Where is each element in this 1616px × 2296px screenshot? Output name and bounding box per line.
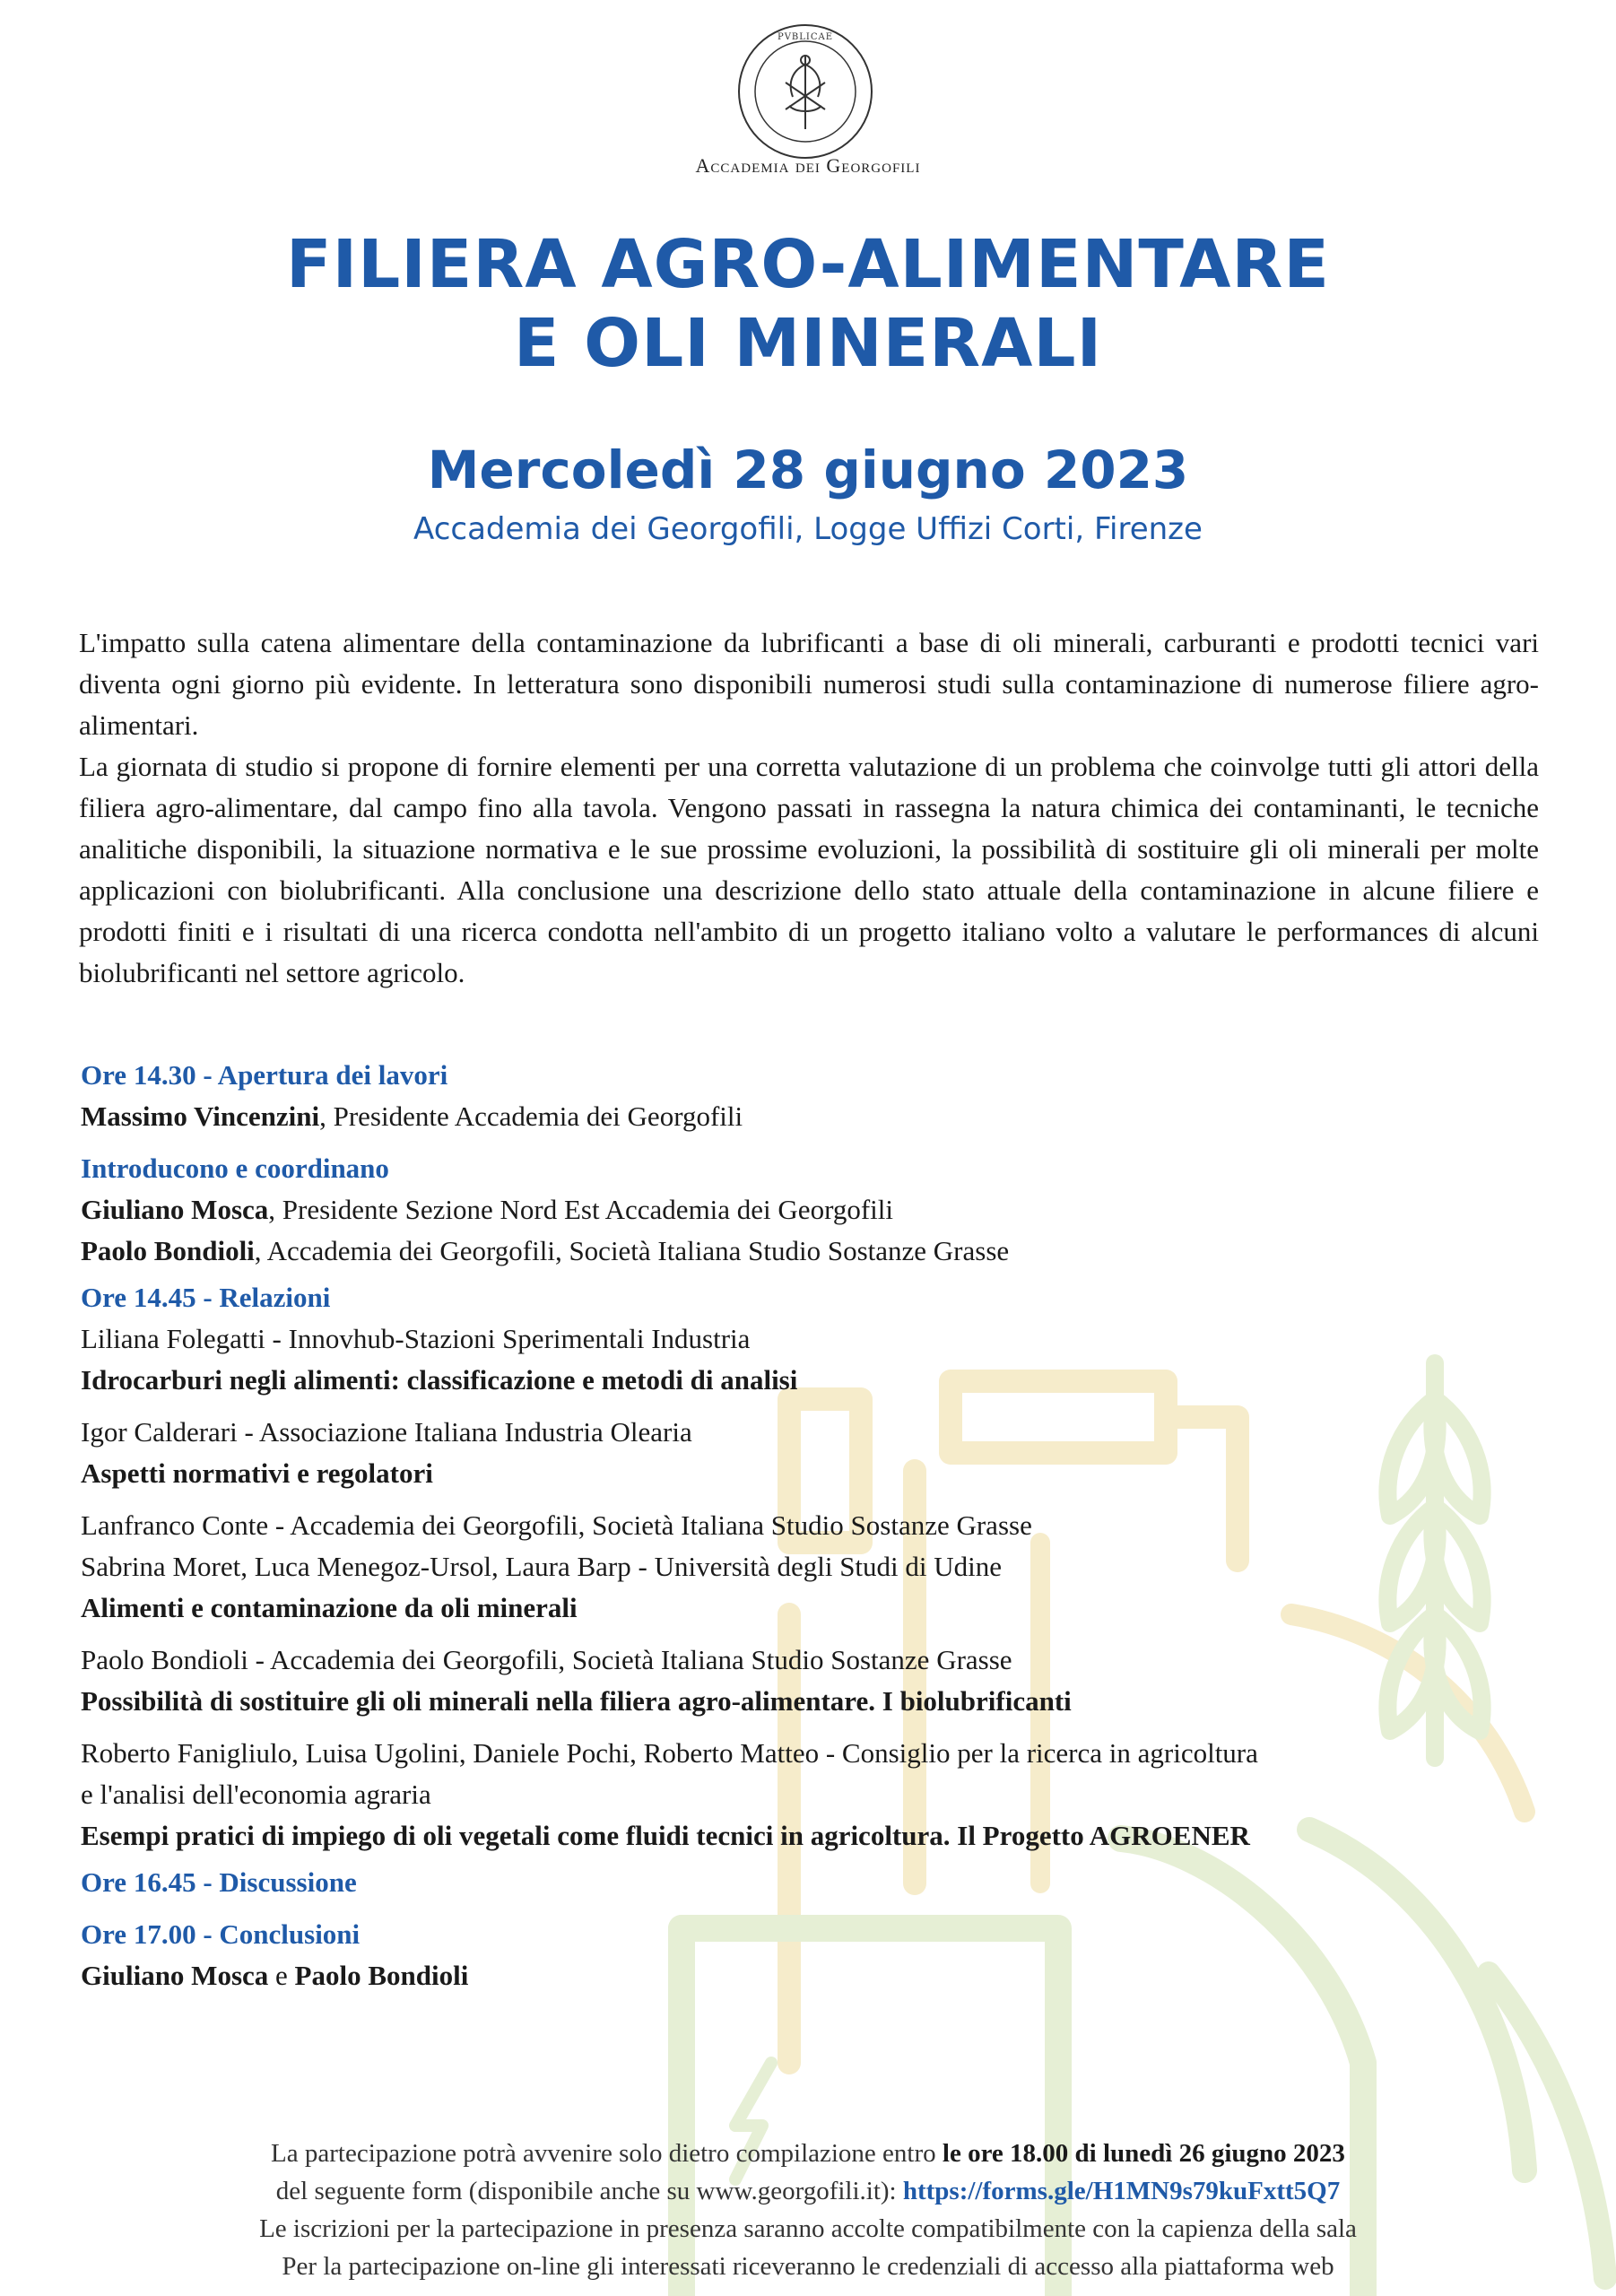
page-title-line1: FILIERA AGRO-ALIMENTARE: [286, 226, 1330, 303]
talks-heading: Ore 14.45 - Relazioni: [81, 1282, 331, 1313]
footer-line-2: del seguente form (disponibile anche su www.georgofili.it): https://forms.gle/H1MN9s79kuFxtt5Q7: [275, 2177, 1341, 2205]
intro-paragraph-2: La giornata di studio si propone di fornire elementi per una corretta valutazione di un problema che coinvolge tutti gli attori della filiera agro-alimentare, dal campo fino alla tavola. Vengono passati in rassegna la natura chimica dei contaminanti, le tecniche analitiche disponibili, la situazione normativa e le sue prossime evoluzioni, la possibilità di sostituire gli oli minerali per molte applicazioni con biolubrificanti. Alla conclusione una descrizione dello stato attuale della contaminazione in alcune filiere e prodotti finiti e i risultati di una ricerca condotta nell'ambito di un progetto italiano volto a valutare le performances di alcuni biolubrificanti nel settore agricolo.: [79, 751, 1539, 988]
coordinators-heading: Introducono e coordinano: [81, 1152, 389, 1184]
coordinator-1: [81, 1189, 1551, 1231]
footer-line-4: Per la partecipazione on-line gli interessati riceveranno le credenziali di accesso alla piattaforma web: [282, 2252, 1334, 2281]
talk-1-speakers: Liliana Folegatti - Innovhub-Stazioni Sperimentali Industria: [81, 1323, 751, 1354]
program: [81, 1055, 1551, 1996]
speaker-role: , Presidente Accademia dei Georgofili: [319, 1100, 743, 1132]
talk-1-title: Idrocarburi negli alimenti: classificazione e metodi di analisi: [81, 1364, 798, 1396]
conclusion-speakers: Giuliano Mosca e Paolo Bondioli: [81, 1960, 469, 1991]
speaker-role: , Presidente Sezione Nord Est Accademia dei Georgofili: [268, 1194, 893, 1225]
page-title-line2: E OLI MINERALI: [513, 305, 1103, 382]
talk-5-speakers-line2: e l'analisi dell'economia agraria: [81, 1779, 431, 1810]
academy-seal-icon: [734, 20, 877, 163]
speaker-name: Massimo Vincenzini: [81, 1100, 320, 1132]
intro-text: [79, 622, 1539, 994]
registration-info: [0, 2135, 1616, 2285]
talk-3-title: Alimenti e contaminazione da oli minerali: [81, 1592, 578, 1623]
talk-5-speakers-line1: Roberto Fanigliulo, Luisa Ugolini, Daniele Pochi, Roberto Matteo - Consiglio per la ricerca in agricoltura: [81, 1737, 1258, 1769]
speaker-name: Giuliano Mosca: [81, 1960, 269, 1991]
registration-deadline: le ore 18.00 di lunedì 26 giugno 2023: [942, 2139, 1345, 2168]
talk-4-title: Possibilità di sostituire gli oli minerali nella filiera agro-alimentare. I biolubrificanti: [81, 1685, 1072, 1717]
talk-5-title: Esempi pratici di impiego di oli vegetali come fluidi tecnici in agricoltura. Il Progetto AGROENER: [81, 1820, 1250, 1851]
talk-4-speakers: Paolo Bondioli - Accademia dei Georgofili, Società Italiana Studio Sostanze Grasse: [81, 1644, 1012, 1675]
opening-heading: Ore 14.30 - Apertura dei lavori: [81, 1059, 448, 1091]
talk-3-speakers-line2: Sabrina Moret, Luca Menegoz-Ursol, Laura Barp - Università degli Studi di Udine: [81, 1551, 1003, 1582]
discussion-heading: Ore 16.45 - Discussione: [81, 1866, 357, 1898]
event-venue: Accademia dei Georgofili, Logge Uffizi Corti, Firenze: [413, 511, 1203, 547]
footer-line-3: Le iscrizioni per la partecipazione in presenza saranno accolte compatibilmente con la capienza della sala: [259, 2214, 1357, 2243]
coordinator-2: [81, 1231, 1551, 1272]
footer-line-1: La partecipazione potrà avvenire solo dietro compilazione entro le ore 18.00 di lunedì 26 giugno 2023: [271, 2139, 1345, 2168]
speaker-name: Paolo Bondioli: [294, 1960, 469, 1991]
event-date: Mercoledì 28 giugno 2023: [427, 439, 1189, 500]
academy-name: Accademia dei Georgofili: [695, 154, 921, 177]
registration-form-link[interactable]: https://forms.gle/H1MN9s79kuFxtt5Q7: [902, 2177, 1341, 2205]
conclusion-heading: Ore 17.00 - Conclusioni: [81, 1918, 361, 1950]
speaker-name: Paolo Bondioli: [81, 1235, 255, 1266]
speaker-role: , Accademia dei Georgofili, Società Italiana Studio Sostanze Grasse: [254, 1235, 1010, 1266]
talk-2-title: Aspetti normativi e regolatori: [81, 1457, 433, 1489]
intro-paragraph-1: L'impatto sulla catena alimentare della contaminazione da lubrificanti a base di oli minerali, carburanti e prodotti tecnici vari diventa ogni giorno più evidente. In letteratura sono disponibili numerosi studi sulla contaminazione di numerose filiere agro-alimentari.: [79, 627, 1539, 741]
talk-3-speakers-line1: Lanfranco Conte - Accademia dei Georgofili, Società Italiana Studio Sostanze Grasse: [81, 1509, 1032, 1541]
talk-2-speakers: Igor Calderari - Associazione Italiana Industria Olearia: [81, 1416, 692, 1448]
opening-speaker: [81, 1096, 1551, 1137]
speaker-name: Giuliano Mosca: [81, 1194, 269, 1225]
svg-text:PVBLICAE: PVBLICAE: [777, 32, 834, 42]
